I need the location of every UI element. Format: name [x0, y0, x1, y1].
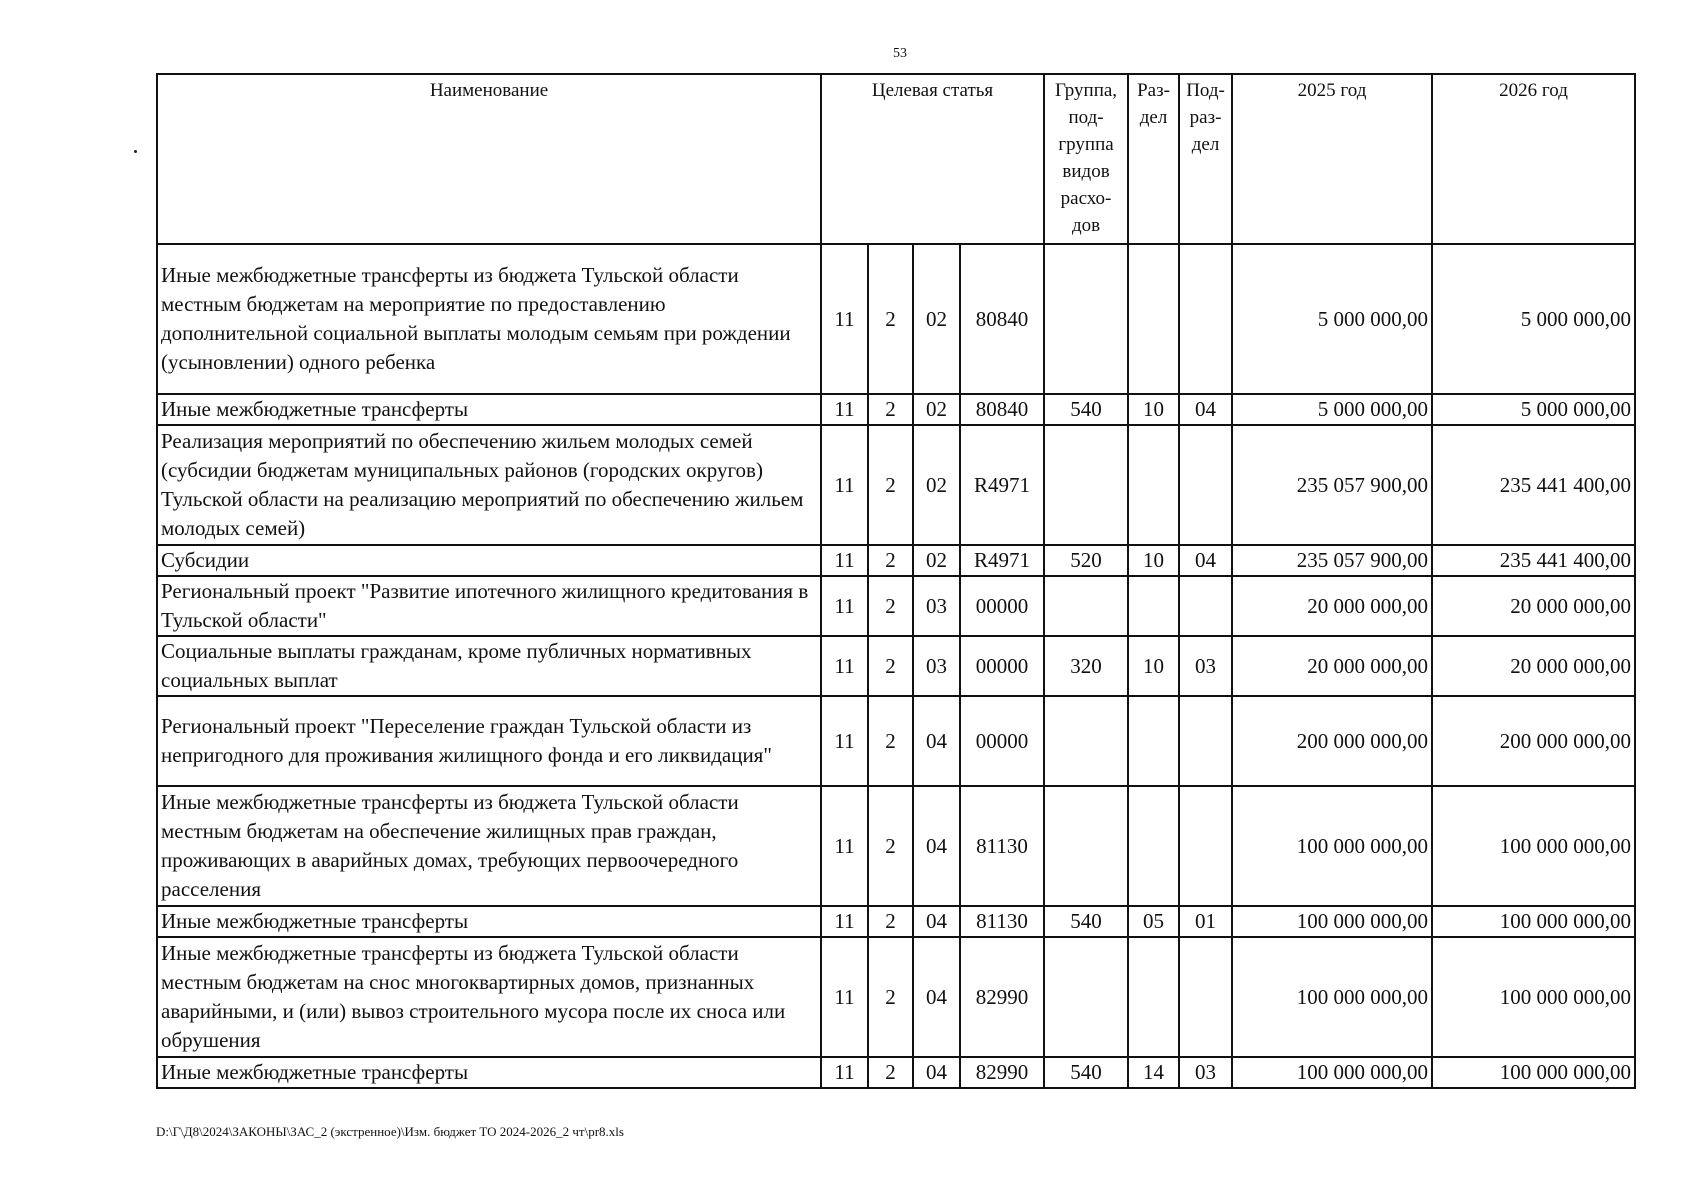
article-code-4: 80840 [960, 394, 1044, 425]
amount-2026: 5 000 000,00 [1432, 394, 1635, 425]
row-name: Иные межбюджетные трансферты [157, 1057, 821, 1088]
row-name: Иные межбюджетные трансферты из бюджета Тульской области местным бюджетам на снос многоквартирных домов, признанных аварийными, и (или) вывоз строительного мусора после их сноса или обрушения [157, 937, 821, 1057]
article-code-4: R4971 [960, 425, 1044, 545]
subsection-code: 03 [1179, 636, 1232, 696]
article-code-1: 11 [821, 786, 868, 906]
table-row [157, 576, 1635, 636]
header-target-article: Целевая статья [821, 74, 1044, 244]
expense-group [1044, 576, 1128, 636]
article-code-1: 11 [821, 545, 868, 576]
article-code-2: 2 [868, 394, 913, 425]
header-subsection: Под-раз-дел [1179, 74, 1232, 244]
section-code [1128, 786, 1179, 906]
budget-table [156, 73, 1636, 1089]
article-code-4: R4971 [960, 545, 1044, 576]
article-code-1: 11 [821, 576, 868, 636]
amount-2025: 100 000 000,00 [1232, 1057, 1432, 1088]
header-section: Раз-дел [1128, 74, 1179, 244]
amount-2026: 100 000 000,00 [1432, 937, 1635, 1057]
header-year-2026: 2026 год [1432, 74, 1635, 244]
subsection-code [1179, 425, 1232, 545]
article-code-3: 02 [913, 244, 960, 394]
subsection-code [1179, 937, 1232, 1057]
row-name: Иные межбюджетные трансферты из бюджета Тульской области местным бюджетам на мероприятие по предоставлению дополнительной социальной выплаты молодым семьям при рождении (усыновлении) одного ребенка [157, 244, 821, 394]
amount-2026: 235 441 400,00 [1432, 545, 1635, 576]
amount-2026: 235 441 400,00 [1432, 425, 1635, 545]
table-header-row [157, 74, 1635, 244]
section-code [1128, 425, 1179, 545]
file-path-footer: D:\Г\Д8\2024\ЗАКОНЫ\ЗАС_2 (экстренное)\Изм. бюджет ТО 2024-2026_2 чт\pr8.xls [156, 1124, 624, 1139]
article-code-2: 2 [868, 636, 913, 696]
table-row [157, 394, 1635, 425]
row-name: Социальные выплаты гражданам, кроме публичных нормативных социальных выплат [157, 636, 821, 696]
header-name: Наименование [157, 74, 821, 244]
section-code: 05 [1128, 906, 1179, 937]
article-code-2: 2 [868, 906, 913, 937]
table-row [157, 937, 1635, 1057]
amount-2026: 100 000 000,00 [1432, 1057, 1635, 1088]
subsection-code: 04 [1179, 545, 1232, 576]
expense-group [1044, 937, 1128, 1057]
amount-2025: 20 000 000,00 [1232, 636, 1432, 696]
header-year-2025: 2025 год [1232, 74, 1432, 244]
expense-group [1044, 425, 1128, 545]
section-code [1128, 937, 1179, 1057]
header-group: Группа, под-группа видов расхо-дов [1044, 74, 1128, 244]
subsection-code: 03 [1179, 1057, 1232, 1088]
amount-2025: 100 000 000,00 [1232, 937, 1432, 1057]
section-code: 14 [1128, 1057, 1179, 1088]
table-row [157, 545, 1635, 576]
article-code-2: 2 [868, 576, 913, 636]
article-code-1: 11 [821, 244, 868, 394]
table-row [157, 1057, 1635, 1088]
article-code-2: 2 [868, 696, 913, 786]
article-code-1: 11 [821, 696, 868, 786]
amount-2025: 235 057 900,00 [1232, 425, 1432, 545]
expense-group: 320 [1044, 636, 1128, 696]
subsection-code [1179, 786, 1232, 906]
article-code-4: 82990 [960, 937, 1044, 1057]
table-row [157, 906, 1635, 937]
table-body [157, 244, 1635, 1088]
section-code [1128, 576, 1179, 636]
amount-2026: 100 000 000,00 [1432, 786, 1635, 906]
article-code-3: 02 [913, 425, 960, 545]
expense-group: 540 [1044, 1057, 1128, 1088]
article-code-4: 81130 [960, 906, 1044, 937]
amount-2025: 100 000 000,00 [1232, 906, 1432, 937]
expense-group: 540 [1044, 394, 1128, 425]
amount-2025: 235 057 900,00 [1232, 545, 1432, 576]
article-code-1: 11 [821, 394, 868, 425]
subsection-code [1179, 244, 1232, 394]
row-name: Иные межбюджетные трансферты [157, 906, 821, 937]
article-code-3: 04 [913, 1057, 960, 1088]
article-code-3: 02 [913, 545, 960, 576]
row-name: Региональный проект "Развитие ипотечного жилищного кредитования в Тульской области" [157, 576, 821, 636]
subsection-code [1179, 576, 1232, 636]
article-code-1: 11 [821, 636, 868, 696]
section-code: 10 [1128, 636, 1179, 696]
amount-2025: 5 000 000,00 [1232, 244, 1432, 394]
article-code-3: 03 [913, 576, 960, 636]
row-name: Субсидии [157, 545, 821, 576]
article-code-2: 2 [868, 545, 913, 576]
article-code-2: 2 [868, 425, 913, 545]
article-code-4: 81130 [960, 786, 1044, 906]
row-name: Иные межбюджетные трансферты из бюджета Тульской области местным бюджетам на обеспечение жилищных прав граждан, проживающих в аварийных домах, требующих первоочередного расселения [157, 786, 821, 906]
amount-2025: 20 000 000,00 [1232, 576, 1432, 636]
page-number: 53 [893, 46, 907, 61]
amount-2025: 5 000 000,00 [1232, 394, 1432, 425]
amount-2026: 5 000 000,00 [1432, 244, 1635, 394]
table-row [157, 696, 1635, 786]
article-code-1: 11 [821, 1057, 868, 1088]
amount-2026: 20 000 000,00 [1432, 576, 1635, 636]
expense-group: 520 [1044, 545, 1128, 576]
amount-2025: 100 000 000,00 [1232, 786, 1432, 906]
article-code-2: 2 [868, 1057, 913, 1088]
table-row [157, 244, 1635, 394]
article-code-3: 04 [913, 786, 960, 906]
row-name: Иные межбюджетные трансферты [157, 394, 821, 425]
table-row [157, 425, 1635, 545]
amount-2026: 100 000 000,00 [1432, 906, 1635, 937]
article-code-4: 80840 [960, 244, 1044, 394]
subsection-code: 04 [1179, 394, 1232, 425]
expense-group [1044, 696, 1128, 786]
expense-group [1044, 786, 1128, 906]
expense-group [1044, 244, 1128, 394]
article-code-1: 11 [821, 937, 868, 1057]
article-code-4: 00000 [960, 696, 1044, 786]
article-code-4: 00000 [960, 636, 1044, 696]
article-code-4: 82990 [960, 1057, 1044, 1088]
section-code [1128, 696, 1179, 786]
section-code: 10 [1128, 545, 1179, 576]
article-code-2: 2 [868, 937, 913, 1057]
subsection-code [1179, 696, 1232, 786]
amount-2025: 200 000 000,00 [1232, 696, 1432, 786]
row-name: Региональный проект "Переселение граждан Тульской области из непригодного для проживания жилищного фонда и его ликвидация" [157, 696, 821, 786]
article-code-1: 11 [821, 906, 868, 937]
article-code-3: 04 [913, 906, 960, 937]
amount-2026: 200 000 000,00 [1432, 696, 1635, 786]
article-code-3: 04 [913, 696, 960, 786]
article-code-2: 2 [868, 786, 913, 906]
article-code-3: 02 [913, 394, 960, 425]
row-name: Реализация мероприятий по обеспечению жильем молодых семей (субсидии бюджетам муниципальных районов (городских округов) Тульской области на реализацию мероприятий по обеспечению жильем молодых семей) [157, 425, 821, 545]
table-row [157, 636, 1635, 696]
section-code [1128, 244, 1179, 394]
expense-group: 540 [1044, 906, 1128, 937]
section-code: 10 [1128, 394, 1179, 425]
article-code-1: 11 [821, 425, 868, 545]
amount-2026: 20 000 000,00 [1432, 636, 1635, 696]
stray-mark [134, 150, 137, 153]
table-row [157, 786, 1635, 906]
subsection-code: 01 [1179, 906, 1232, 937]
article-code-3: 03 [913, 636, 960, 696]
article-code-3: 04 [913, 937, 960, 1057]
article-code-4: 00000 [960, 576, 1044, 636]
article-code-2: 2 [868, 244, 913, 394]
